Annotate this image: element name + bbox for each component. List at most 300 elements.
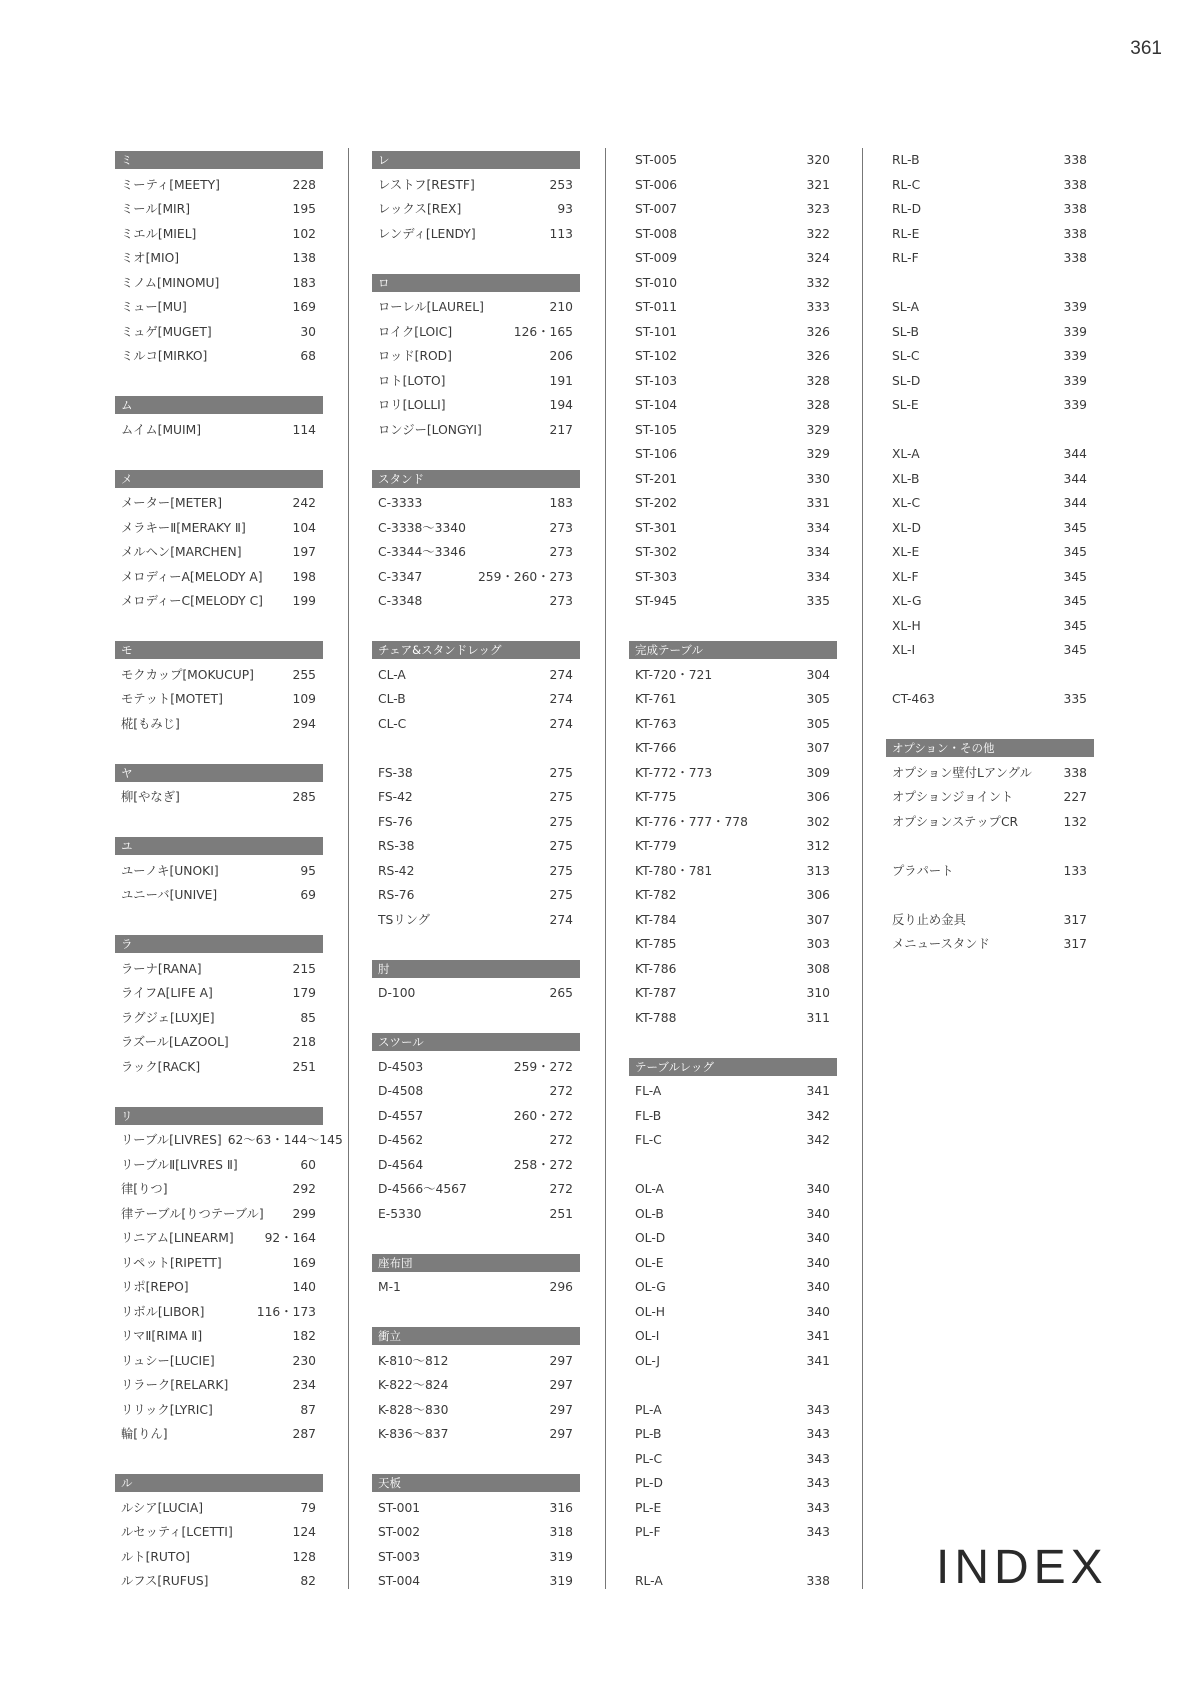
- index-entry: [372, 393, 580, 418]
- entry-name: ST-301: [635, 520, 678, 535]
- section-spacer: [886, 712, 1094, 737]
- entry-name: FS-38: [378, 765, 413, 780]
- entry-name: OL-B: [635, 1206, 664, 1221]
- index-entry: [629, 663, 837, 688]
- index-entry: [372, 1545, 580, 1570]
- entry-page: 345: [1063, 545, 1087, 559]
- entry-page: 328: [806, 373, 830, 388]
- entry-name: リラーク[RELARK]: [121, 1378, 229, 1392]
- index-entry: [115, 1398, 323, 1423]
- entry-page: 334: [806, 569, 830, 584]
- entry-page: 338: [1063, 202, 1087, 216]
- index-entry: [372, 418, 580, 443]
- entry-name: XL-E: [892, 545, 920, 559]
- entry-page: 273: [549, 545, 573, 559]
- entry-page: 329: [806, 447, 830, 461]
- entry-page: 102: [292, 226, 316, 241]
- index-entry: [115, 1030, 323, 1055]
- index-entry: [372, 1104, 580, 1129]
- section-spacer: [115, 736, 323, 761]
- index-entry: [115, 1202, 323, 1227]
- entry-name: KT-775: [635, 790, 677, 804]
- section-spacer: [629, 1153, 837, 1178]
- section-header: モ: [115, 641, 323, 659]
- entry-name: K-810～812: [378, 1353, 449, 1368]
- entry-name: XL-I: [892, 643, 916, 657]
- entry-name: KT-766: [635, 741, 677, 755]
- entry-name: ST-006: [635, 177, 678, 192]
- index-entry: [372, 565, 580, 590]
- index-entry: [629, 344, 837, 369]
- section-header: チェア&スタンドレッグ: [372, 641, 580, 659]
- entry-page: 307: [806, 912, 830, 927]
- entry-name: ミーティ[MEETY]: [121, 177, 220, 192]
- entry-page: 272: [549, 1084, 573, 1098]
- entry-name: RL-C: [892, 177, 921, 192]
- index-entry: [886, 369, 1094, 394]
- entry-name: 反り止め金具: [892, 912, 966, 927]
- index-entry: [629, 810, 837, 835]
- entry-page: 340: [806, 1231, 830, 1245]
- entry-name: ロリ[LOLLI]: [378, 398, 446, 412]
- index-entry: [629, 369, 837, 394]
- entry-name: ルセッティ[LCETTI]: [121, 1525, 233, 1539]
- entry-name: C-3333: [378, 496, 423, 510]
- entry-page: 259・272: [513, 1059, 573, 1074]
- entry-page: 191: [549, 373, 573, 388]
- entry-page: 326: [806, 349, 830, 363]
- entry-name: KT-785: [635, 937, 677, 951]
- index-entry: [629, 467, 837, 492]
- entry-page: 338: [1063, 177, 1087, 192]
- entry-name: ST-011: [635, 300, 678, 314]
- entry-page: 299: [292, 1206, 316, 1221]
- entry-page: 305: [806, 692, 830, 706]
- index-entry: [372, 295, 580, 320]
- entry-page: 344: [1063, 496, 1087, 510]
- entry-page: 275: [549, 790, 573, 804]
- section-spacer: [629, 614, 837, 639]
- index-entry: [886, 908, 1094, 933]
- index-entry: [886, 540, 1094, 565]
- entry-name: KT-779: [635, 839, 677, 853]
- entry-page: 305: [806, 716, 830, 731]
- entry-name: TSリング: [378, 912, 430, 927]
- section-spacer: [115, 908, 323, 933]
- entry-page: 265: [549, 986, 573, 1000]
- entry-name: ST-945: [635, 594, 678, 608]
- index-entry: [115, 173, 323, 198]
- index-entry: [372, 540, 580, 565]
- section-spacer: [372, 442, 580, 467]
- index-entry: [629, 1569, 837, 1594]
- index-entry: [629, 1128, 837, 1153]
- entry-page: 217: [549, 422, 573, 437]
- index-entry: [372, 369, 580, 394]
- entry-page: 62～63・144～145: [227, 1133, 343, 1147]
- entry-name: ムイム[MUIM]: [121, 422, 202, 437]
- entry-name: ラグジェ[LUXJE]: [121, 1010, 215, 1025]
- index-entry: [115, 1275, 323, 1300]
- index-column-4: [886, 148, 1094, 957]
- index-entry: [372, 1153, 580, 1178]
- index-entry: [372, 222, 580, 247]
- entry-name: ロト[LOTO]: [378, 373, 446, 388]
- entry-name: ルシア[LUCIA]: [121, 1500, 204, 1515]
- entry-name: D-4564: [378, 1157, 424, 1172]
- entry-name: ミノム[MINOMU]: [121, 275, 220, 290]
- entry-name: KT-782: [635, 888, 677, 902]
- entry-name: ローレル[LAUREL]: [378, 300, 484, 314]
- entry-name: SL-E: [892, 398, 919, 412]
- section-header: 衝立: [372, 1327, 580, 1345]
- entry-page: 133: [1063, 863, 1087, 878]
- entry-page: 197: [292, 545, 316, 559]
- entry-page: 311: [806, 1010, 830, 1025]
- entry-page: 206: [549, 349, 573, 363]
- entry-name: D-100: [378, 986, 416, 1000]
- entry-page: 274: [549, 716, 573, 731]
- entry-page: 182: [292, 1329, 316, 1343]
- entry-page: 339: [1063, 324, 1087, 339]
- index-entry: [629, 908, 837, 933]
- column-divider: [862, 148, 863, 1589]
- index-entry: [886, 859, 1094, 884]
- index-entry: [629, 1422, 837, 1447]
- index-entry: [372, 834, 580, 859]
- index-entry: [886, 222, 1094, 247]
- entry-page: 195: [292, 202, 316, 216]
- index-entry: [115, 1349, 323, 1374]
- index-entry: [115, 1300, 323, 1325]
- section-spacer: [886, 883, 1094, 908]
- entry-name: XL-G: [892, 594, 922, 608]
- index-entry: [115, 1520, 323, 1545]
- entry-page: 331: [806, 496, 830, 510]
- entry-page: 285: [292, 790, 316, 804]
- index-entry: [115, 516, 323, 541]
- entry-page: 332: [806, 275, 830, 290]
- entry-page: 322: [806, 226, 830, 241]
- entry-name: OL-D: [635, 1231, 666, 1245]
- entry-name: ST-005: [635, 153, 678, 167]
- entry-page: 292: [292, 1182, 316, 1196]
- entry-name: 律[りつ]: [121, 1182, 168, 1196]
- entry-page: 183: [549, 496, 573, 510]
- entry-page: 319: [549, 1549, 573, 1564]
- entry-page: 275: [549, 863, 573, 878]
- entry-page: 30: [300, 324, 316, 339]
- index-entry: [886, 467, 1094, 492]
- entry-page: 329: [806, 422, 830, 437]
- entry-page: 345: [1063, 569, 1087, 584]
- index-entry: [115, 1226, 323, 1251]
- entry-page: 68: [300, 349, 316, 363]
- entry-name: D-4562: [378, 1133, 424, 1147]
- entry-name: リニアム[LINEARM]: [121, 1231, 234, 1245]
- entry-page: 69: [300, 888, 316, 902]
- entry-page: 228: [292, 177, 316, 192]
- entry-name: M-1: [378, 1280, 401, 1294]
- entry-name: ライフA[LIFE A]: [121, 986, 213, 1000]
- index-entry: [115, 1006, 323, 1031]
- entry-page: 275: [549, 765, 573, 780]
- entry-name: KT-784: [635, 912, 677, 927]
- entry-name: C-3347: [378, 569, 423, 584]
- entry-page: 316: [549, 1500, 573, 1515]
- entry-page: 330: [806, 471, 830, 486]
- entry-page: 341: [806, 1329, 830, 1343]
- section-spacer: [115, 614, 323, 639]
- index-column-2: [372, 148, 580, 1594]
- entry-page: 317: [1063, 912, 1087, 927]
- index-entry: [372, 810, 580, 835]
- entry-name: K-822～824: [378, 1378, 449, 1392]
- entry-name: C-3338～3340: [378, 520, 466, 535]
- entry-page: 82: [300, 1574, 316, 1588]
- index-entry: [629, 1275, 837, 1300]
- entry-name: XL-D: [892, 520, 921, 535]
- section-spacer: [372, 1006, 580, 1031]
- section-header: 座布団: [372, 1254, 580, 1272]
- index-entry: [372, 1373, 580, 1398]
- entry-name: ST-106: [635, 447, 678, 461]
- entry-name: K-836～837: [378, 1427, 449, 1441]
- section-header: レ: [372, 151, 580, 169]
- section-header: 肘: [372, 960, 580, 978]
- entry-name: ミルコ[MIRKO]: [121, 349, 208, 363]
- entry-page: 85: [300, 1010, 316, 1025]
- index-entry: [115, 246, 323, 271]
- entry-name: ST-201: [635, 471, 678, 486]
- entry-page: 95: [300, 863, 316, 878]
- entry-page: 328: [806, 398, 830, 412]
- entry-name: ラズール[LAZOOL]: [121, 1035, 229, 1049]
- index-entry: [886, 442, 1094, 467]
- entry-name: E-5330: [378, 1206, 422, 1221]
- entry-page: 113: [549, 226, 573, 241]
- entry-name: レストフ[RESTF]: [378, 177, 475, 192]
- index-entry: [372, 1177, 580, 1202]
- index-entry: [372, 1422, 580, 1447]
- index-entry: [115, 1177, 323, 1202]
- index-entry: [629, 222, 837, 247]
- index-entry: [372, 1079, 580, 1104]
- entry-page: 274: [549, 692, 573, 706]
- entry-name: ロイク[LOIC]: [378, 324, 453, 339]
- entry-page: 308: [806, 961, 830, 976]
- section-header: ロ: [372, 274, 580, 292]
- entry-page: 251: [549, 1206, 573, 1221]
- section-header: リ: [115, 1107, 323, 1125]
- index-entry: [115, 1569, 323, 1594]
- entry-name: リマⅡ[RIMA Ⅱ]: [121, 1329, 203, 1343]
- index-entry: [115, 197, 323, 222]
- entry-name: ラーナ[RANA]: [121, 961, 202, 976]
- entry-name: KT-763: [635, 716, 677, 731]
- section-spacer: [372, 1226, 580, 1251]
- entry-name: XL-A: [892, 447, 920, 461]
- index-entry: [629, 148, 837, 173]
- index-entry: [372, 1349, 580, 1374]
- index-entry: [115, 589, 323, 614]
- index-entry: [115, 859, 323, 884]
- section-header: オプション・その他: [886, 739, 1094, 757]
- entry-page: 343: [806, 1525, 830, 1539]
- entry-name: ルト[RUTO]: [121, 1549, 190, 1564]
- entry-name: 椛[もみじ]: [121, 716, 180, 731]
- section-spacer: [115, 369, 323, 394]
- entry-name: K-828～830: [378, 1402, 449, 1417]
- entry-page: 275: [549, 888, 573, 902]
- index-entry: [629, 1447, 837, 1472]
- entry-name: ロンジー[LONGYI]: [378, 422, 482, 437]
- index-entry: [629, 932, 837, 957]
- section-header: スツール: [372, 1033, 580, 1051]
- entry-page: 297: [549, 1378, 573, 1392]
- entry-name: リュシー[LUCIE]: [121, 1353, 215, 1368]
- entry-page: 297: [549, 1353, 573, 1368]
- entry-name: RL-A: [635, 1574, 663, 1588]
- entry-name: RS-38: [378, 839, 415, 853]
- entry-name: D-4557: [378, 1108, 424, 1123]
- index-entry: [115, 320, 323, 345]
- entry-page: 312: [806, 839, 830, 853]
- index-entry: [886, 687, 1094, 712]
- index-entry: [886, 246, 1094, 271]
- index-entry: [886, 810, 1094, 835]
- entry-name: モテット[MOTET]: [121, 692, 223, 706]
- entry-name: CL-A: [378, 667, 406, 682]
- index-entry: [115, 1422, 323, 1447]
- entry-name: PL-E: [635, 1500, 662, 1515]
- entry-name: ラック[RACK]: [121, 1059, 201, 1074]
- index-entry: [629, 1398, 837, 1423]
- entry-name: ST-302: [635, 545, 678, 559]
- index-entry: [372, 1569, 580, 1594]
- entry-name: KT-787: [635, 986, 677, 1000]
- entry-page: 114: [292, 422, 316, 437]
- index-entry: [372, 1128, 580, 1153]
- entry-name: ST-008: [635, 226, 678, 241]
- index-entry: [115, 1324, 323, 1349]
- entry-page: 230: [292, 1353, 316, 1368]
- entry-name: ST-202: [635, 496, 678, 510]
- entry-name: XL-B: [892, 471, 920, 486]
- entry-name: リーブル[LIVRES]: [121, 1133, 222, 1147]
- index-column-3: [629, 148, 837, 1594]
- entry-name: XL-F: [892, 569, 919, 584]
- entry-name: メニュースタンド: [892, 937, 990, 951]
- entry-name: CL-C: [378, 716, 407, 731]
- entry-name: ユニーバ[UNIVE]: [121, 888, 218, 902]
- entry-name: FS-42: [378, 790, 413, 804]
- entry-page: 309: [806, 765, 830, 780]
- entry-page: 199: [292, 594, 316, 608]
- index-entry: [629, 320, 837, 345]
- entry-page: 297: [549, 1402, 573, 1417]
- index-entry: [629, 1006, 837, 1031]
- index-column-1: [115, 148, 343, 1594]
- entry-name: SL-C: [892, 349, 920, 363]
- index-entry: [115, 418, 323, 443]
- entry-name: PL-A: [635, 1402, 662, 1417]
- index-entry: [629, 246, 837, 271]
- entry-page: 287: [292, 1427, 316, 1441]
- section-spacer: [115, 1447, 323, 1472]
- entry-page: 179: [292, 986, 316, 1000]
- entry-page: 339: [1063, 373, 1087, 388]
- entry-page: 345: [1063, 594, 1087, 608]
- entry-page: 339: [1063, 398, 1087, 412]
- index-entry: [372, 712, 580, 737]
- index-entry: [629, 1079, 837, 1104]
- entry-page: 255: [292, 667, 316, 682]
- entry-name: KT-776・777・778: [635, 814, 748, 829]
- entry-name: ミュゲ[MUGET]: [121, 324, 212, 339]
- entry-page: 343: [806, 1402, 830, 1417]
- entry-page: 339: [1063, 300, 1087, 314]
- entry-name: リリック[LYRIC]: [121, 1402, 213, 1417]
- index-entry: [115, 222, 323, 247]
- index-entry: [629, 491, 837, 516]
- entry-page: 273: [549, 594, 573, 608]
- section-spacer: [115, 1079, 323, 1104]
- index-entry: [629, 1496, 837, 1521]
- entry-name: KT-761: [635, 692, 677, 706]
- index-entry: [372, 320, 580, 345]
- entry-name: ミュー[MU]: [121, 300, 187, 314]
- section-spacer: [886, 418, 1094, 443]
- entry-page: 310: [806, 986, 830, 1000]
- entry-name: ST-002: [378, 1525, 421, 1539]
- entry-page: 60: [300, 1157, 316, 1172]
- index-entry: [629, 418, 837, 443]
- entry-page: 334: [806, 520, 830, 535]
- entry-page: 345: [1063, 618, 1087, 633]
- entry-name: リボル[LIBOR]: [121, 1304, 205, 1319]
- entry-name: FS-76: [378, 814, 413, 829]
- section-spacer: [372, 614, 580, 639]
- index-entry: [629, 687, 837, 712]
- entry-page: 341: [806, 1084, 830, 1098]
- index-entry: [372, 859, 580, 884]
- entry-name: KT-780・781: [635, 863, 713, 878]
- entry-name: ST-103: [635, 373, 678, 388]
- entry-page: 93: [557, 202, 573, 216]
- index-entry: [886, 491, 1094, 516]
- index-entry: [629, 834, 837, 859]
- entry-page: 234: [292, 1378, 316, 1392]
- index-entry: [372, 173, 580, 198]
- index-entry: [886, 344, 1094, 369]
- section-spacer: [629, 1545, 837, 1570]
- entry-page: 215: [292, 961, 316, 976]
- index-entry: [372, 1055, 580, 1080]
- index-entry: [372, 1520, 580, 1545]
- entry-name: ロッド[ROD]: [378, 349, 452, 363]
- entry-page: 92・164: [264, 1231, 316, 1245]
- entry-page: 338: [1063, 153, 1087, 167]
- index-entry: [629, 1324, 837, 1349]
- section-spacer: [372, 1300, 580, 1325]
- entry-name: FL-A: [635, 1084, 662, 1098]
- section-header: ム: [115, 396, 323, 414]
- entry-name: ST-007: [635, 202, 678, 216]
- entry-page: 140: [292, 1280, 316, 1294]
- index-entry: [115, 271, 323, 296]
- entry-name: メロディーA[MELODY A]: [121, 569, 263, 584]
